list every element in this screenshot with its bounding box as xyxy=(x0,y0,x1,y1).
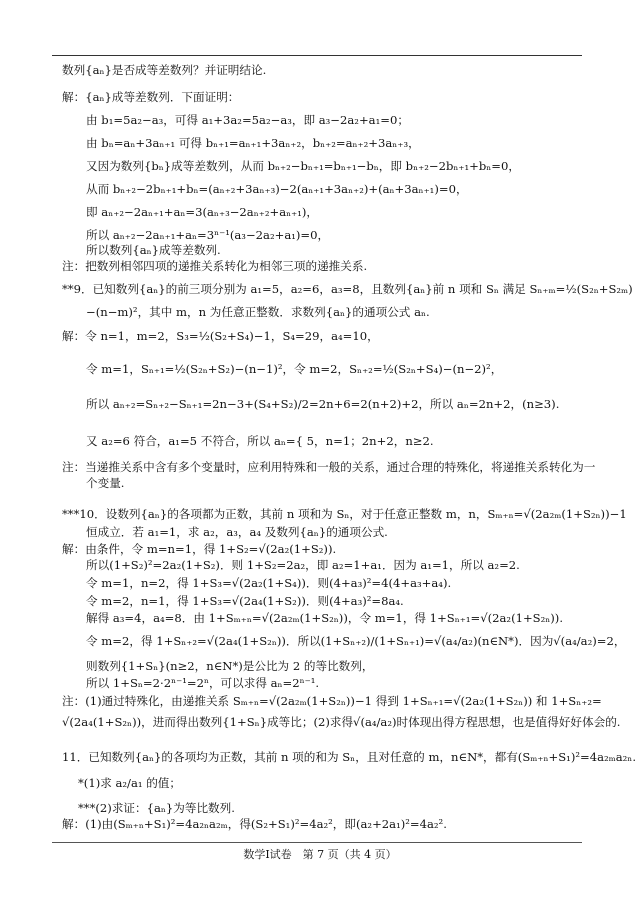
text-line: ***(2)求证：{aₙ}为等比数列. xyxy=(78,801,235,815)
text-line: ***10．设数列{aₙ}的各项都为正数，其前 n 项和为 Sₙ，对于任意正整数 m，n，Sₘ₊ₙ=√(2a₂ₘ(1+S₂ₙ))−1 xyxy=(62,507,627,521)
text-line: 从而 bₙ₊₂−2bₙ₊₁+bₙ=(aₙ₊₂+3aₙ₊₃)−2(aₙ₊₁+3aₙ₊₂)+(aₙ+3aₙ₊₁)=0， xyxy=(86,182,468,196)
text-line: 所以数列{aₙ}成等差数列. xyxy=(86,243,221,257)
text-line: 由 bₙ=aₙ+3aₙ₊₁ 可得 bₙ₊₁=aₙ₊₁+3aₙ₊₂，bₙ₊₂=aₙ₊₂+3aₙ₊₃， xyxy=(86,136,420,150)
text-line: 所以(1+S₂)²=2a₂(1+S₂)．则 1+S₂=2a₂，即 a₂=1+a₁．因为 a₁=1，所以 a₂=2. xyxy=(86,558,520,572)
text-line: 注：当递推关系中含有多个变量时，应利用特殊和一般的关系，通过合理的特殊化，将递推关系转化为一 xyxy=(62,460,596,474)
text-line: 即 aₙ₊₂−2aₙ₊₁+aₙ=3(aₙ₊₃−2aₙ₊₂+aₙ₊₁)， xyxy=(86,205,319,219)
text-line: 解：{aₙ}成等差数列．下面证明： xyxy=(62,90,240,104)
text-line: −(n−m)²，其中 m，n 为任意正整数．求数列{aₙ}的通项公式 aₙ. xyxy=(86,305,430,319)
footer-rule xyxy=(52,842,582,843)
text-line: 解：由条件，令 m=n=1，得 1+S₂=√(2a₂(1+S₂)). xyxy=(62,542,337,556)
text-line: √(2a₄(1+S₂ₙ))，进而得出数列{1+Sₙ}成等比；(2)求得√(a₄/a₂)时体现出得方程思想，也是值得好好体会的. xyxy=(62,715,621,729)
text-line: 个变量. xyxy=(86,476,125,490)
page-footer: 数学Ⅰ试卷 第 7 页（共 4 页） xyxy=(243,848,397,861)
text-line: 恒成立．若 a₁=1，求 a₂，a₃，a₄ 及数列{aₙ}的通项公式. xyxy=(86,525,388,539)
text-line: 令 m=2，n=1，得 1+S₃=√(2a₄(1+S₂))．则(4+a₃)²=8a₄. xyxy=(86,594,404,608)
text-line: 所以 1+Sₙ=2·2ⁿ⁻¹=2ⁿ，可以求得 aₙ=2ⁿ⁻¹. xyxy=(86,676,320,690)
text-line: 注：(1)通过特殊化，由递推关系 Sₘ₊ₙ=√(2a₂ₘ(1+S₂ₙ))−1 得到 1+Sₙ₊₁=√(2a₂(1+S₂ₙ)) 和 1+Sₙ₊₂= xyxy=(62,694,602,708)
text-line: **9．已知数列{aₙ}的前三项分别为 a₁=5，a₂=6，a₃=8，且数列{aₙ}前 n 项和 Sₙ 满足 Sₙ₊ₘ=½(S₂ₙ+S₂ₘ) xyxy=(62,282,633,296)
text-line: 由 b₁=5a₂−a₃，可得 a₁+3a₂=5a₂−a₃，即 a₃−2a₂+a₁=0； xyxy=(86,113,409,127)
text-line: *(1)求 a₂/a₁ 的值； xyxy=(78,776,181,790)
text-line: 又因为数列{bₙ}成等差数列，从而 bₙ₊₂−bₙ₊₁=bₙ₊₁−bₙ，即 bₙ₊₂−2bₙ₊₁+bₙ=0， xyxy=(86,159,520,173)
text-line: 令 m=2，得 1+Sₙ₊₂=√(2a₄(1+S₂ₙ))．所以(1+Sₙ₊₂)/(1+Sₙ₊₁)=√(a₄/a₂)(n∈N*)．因为√(a₄/a₂)=2， xyxy=(86,634,626,648)
text-line: 注：把数列相邻四项的递推关系转化为相邻三项的递推关系. xyxy=(62,259,368,273)
text-line: 则数列{1+Sₙ}(n≥2，n∈N*)是公比为 2 的等比数列， xyxy=(86,659,374,673)
text-line: 所以 aₙ₊₂−2aₙ₊₁+aₙ=3ⁿ⁻¹(a₃−2a₂+a₁)=0， xyxy=(86,228,330,242)
text-line: 令 m=1，Sₙ₊₁=½(S₂ₙ+S₂)−(n−1)²，令 m=2，Sₙ₊₂=½(S₂ₙ+S₄)−(n−2)²， xyxy=(86,362,503,376)
text-line: 解：令 n=1，m=2，S₃=½(S₂+S₄)−1，S₄=29，a₄=10， xyxy=(62,329,379,343)
text-line: 解得 a₃=4，a₄=8．由 1+Sₘ₊ₙ=√(2a₂ₘ(1+S₂ₙ))，令 m=1，得 1+Sₙ₊₁=√(2a₂(1+S₂ₙ)). xyxy=(86,611,564,625)
text-line: 又 a₂=6 符合，a₁=5 不符合，所以 aₙ={ 5，n=1；2n+2，n≥2. xyxy=(86,434,434,448)
text-line: 所以 aₙ₊₂=Sₙ₊₂−Sₙ₊₁=2n−3+(S₄+S₂)/2=2n+6=2(n+2)+2，所以 aₙ=2n+2，(n≥3). xyxy=(86,397,560,411)
text-line: 令 m=1，n=2，得 1+S₃=√(2a₂(1+S₄))．则(4+a₃)²=4(4+a₃+a₄). xyxy=(86,576,452,590)
text-line: 数列{aₙ}是否成等差数列？并证明结论. xyxy=(62,63,267,77)
text-line: 解：(1)由(Sₘ₊ₙ+S₁)²=4a₂ₙa₂ₘ，得(S₂+S₁)²=4a₂²，即(a₂+2a₁)²=4a₂². xyxy=(62,817,447,831)
text-line: 11．已知数列{aₙ}的各项均为正数，其前 n 项的和为 Sₙ，且对任意的 m，n∈N*，都有(Sₘ₊ₙ+S₁)²=4a₂ₘa₂ₙ. xyxy=(62,750,637,764)
